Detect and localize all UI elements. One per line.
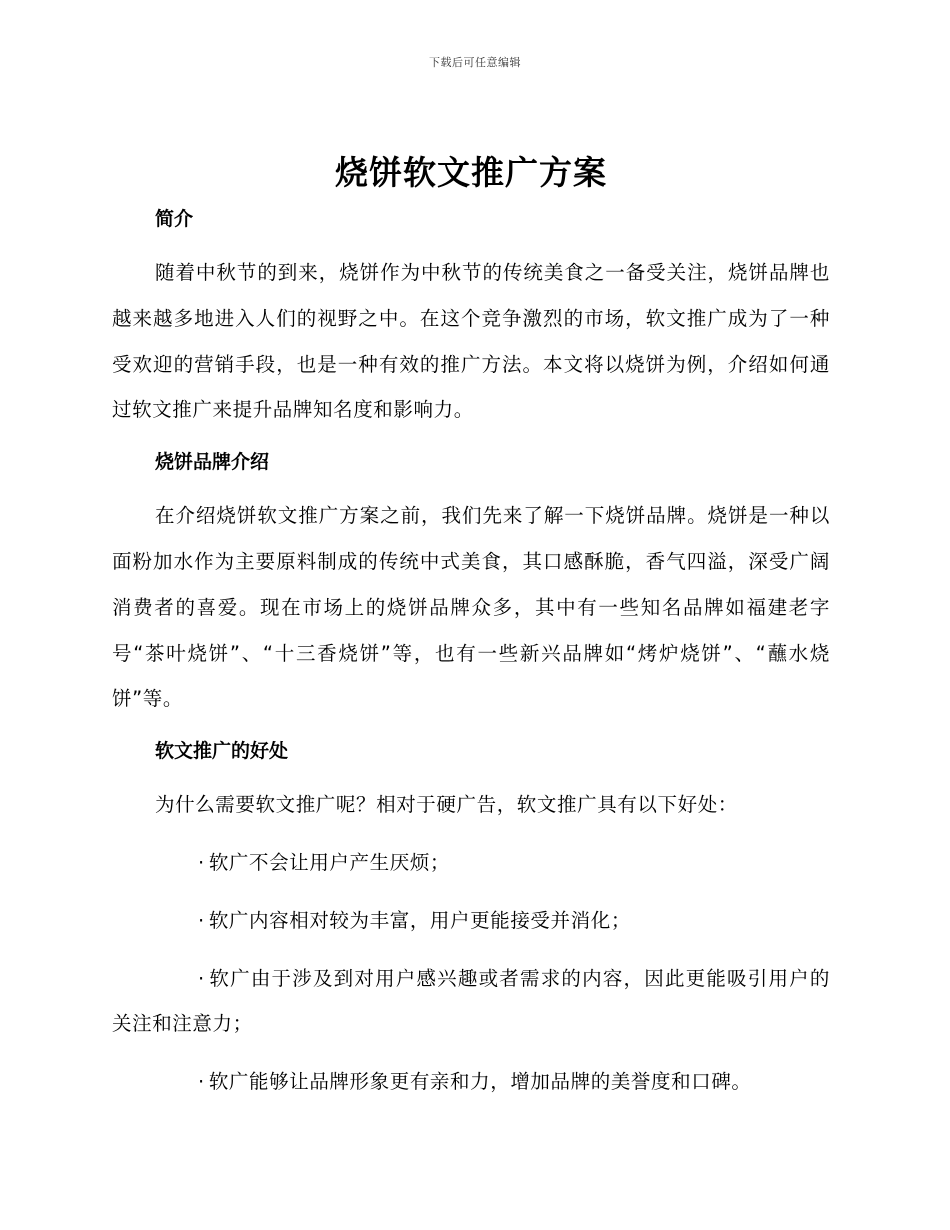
header-note: 下载后可任意编辑 [429, 56, 521, 69]
section-heading: 烧饼品牌介绍 [155, 451, 270, 474]
bullet-icon: · [198, 908, 205, 932]
section-benefits [112, 734, 830, 1105]
section-brand-intro [112, 445, 830, 722]
paragraph: 为什么需要软文推广呢？相对于硬广告，软文推广具有以下好处： [155, 793, 738, 817]
list-item-text: 软广由于涉及到对用户感兴趣或者需求的内容，因此更能吸引用户的关注和注意力； [112, 966, 830, 1036]
bullet-icon: · [198, 966, 205, 990]
list-item-text: 软广能够让品牌形象更有亲和力，增加品牌的美誉度和口碑。 [208, 1070, 752, 1094]
list-item-text: 软广不会让用户产生厌烦； [208, 850, 451, 874]
list-item [112, 898, 830, 944]
paragraph: 在介绍烧饼软文推广方案之前，我们先来了解一下烧饼品牌。烧饼是一种以面粉加水作为主要原料制成的传统中式美食，其口感酥脆，香气四溢，深受广阔消费者的喜爱。现在市场上的烧饼品牌众多，其中有一些知名品牌如福建老字号“茶叶烧饼”、“十三香烧饼”等，也有一些新兴品牌如“烤炉烧饼”、“蘸水烧饼”等。 [112, 504, 830, 711]
list-item-text: 软广内容相对较为丰富，用户更能接受并消化； [208, 908, 631, 932]
list-item [112, 956, 830, 1048]
bullet-icon: · [198, 850, 205, 874]
list-item [112, 840, 830, 886]
bullet-icon: · [198, 1070, 205, 1094]
benefits-list [112, 840, 830, 1105]
document-body [112, 150, 830, 1117]
section-heading: 简介 [155, 208, 194, 230]
section-heading: 软文推广的好处 [155, 740, 289, 763]
list-item [112, 1059, 830, 1105]
section-intro [112, 202, 830, 433]
document-title: 烧饼软文推广方案 [335, 153, 607, 192]
paragraph: 随着中秋节的到来，烧饼作为中秋节的传统美食之一备受关注，烧饼品牌也越来越多地进入人们的视野之中。在这个竞争激烈的市场，软文推广成为了一种受欢迎的营销手段，也是一种有效的推广方法。本文将以烧饼为例，介绍如何通过软文推广来提升品牌知名度和影响力。 [112, 261, 830, 422]
